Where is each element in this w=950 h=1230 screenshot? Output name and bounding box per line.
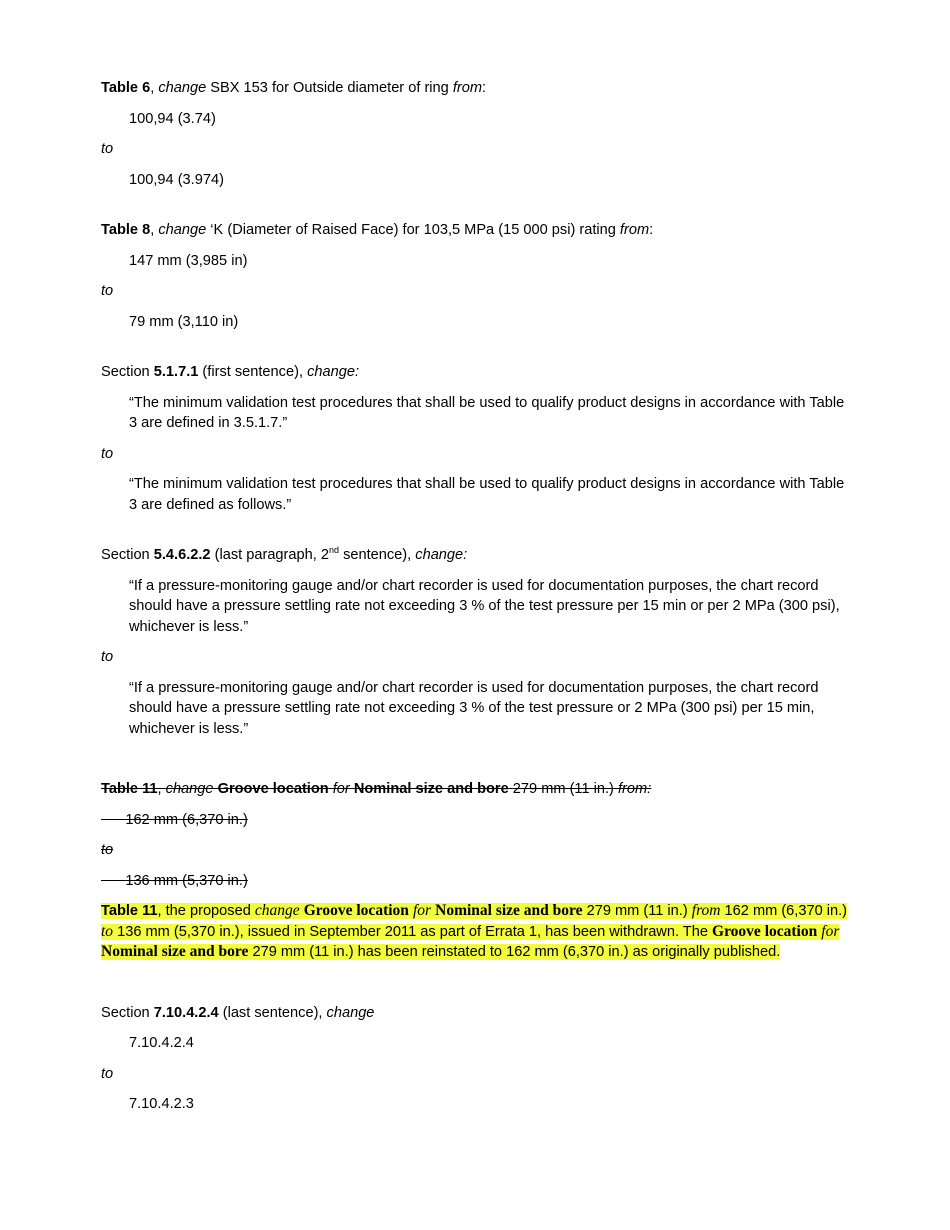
section-54622-new-text: “If a pressure-monitoring gauge and/or chart recorder is used for documentation purposes, the chart record should have a pressure settling rate not exceeding 3 % of the test pressure or 2 MPa (300 psi) per 15 min, whichever is less.” (129, 679, 819, 737)
colon: : (482, 80, 487, 96)
size-value: 279 mm (11 in.) (512, 781, 614, 797)
section-5171-heading (101, 362, 853, 383)
to-label (101, 647, 853, 668)
to-label (101, 444, 853, 465)
change-label: change (165, 781, 214, 797)
for-label: for (412, 902, 432, 919)
groove-location-label: Groove location (303, 902, 409, 919)
to-text: to (101, 283, 114, 299)
table6-heading (101, 78, 853, 99)
change-label: change (326, 1004, 375, 1021)
ordinal-suffix: nd (329, 545, 340, 555)
section-desc: (last sentence), (218, 1004, 327, 1021)
table8-heading (101, 220, 853, 241)
table8-ref: Table 8 (101, 222, 151, 238)
to-label (101, 840, 853, 861)
table6-ref: Table 6 (101, 80, 151, 96)
section-710424-old-value: 7.10.4.2.4 (129, 1035, 194, 1051)
to-text: to (101, 649, 114, 665)
table11-struck-old-value (101, 810, 853, 831)
old-value: 162 mm (6,370 in.) (125, 811, 248, 828)
change-label: change (254, 902, 300, 919)
section-710424-new-value: 7.10.4.2.3 (129, 1096, 194, 1112)
table6-new-value: 100,94 (3.974) (129, 171, 224, 188)
section-54622-heading (101, 545, 853, 566)
to-label (101, 281, 853, 302)
colon: : (649, 222, 654, 238)
for-label: for (332, 781, 350, 797)
comma: , (150, 222, 155, 238)
old-value: 162 mm (6,370 in.) (724, 903, 848, 919)
strike-lead (101, 873, 125, 889)
table11-struck-heading (101, 779, 853, 800)
nominal-size-label: Nominal size and bore (353, 781, 509, 797)
change-label: change (158, 80, 207, 96)
note-text: , the proposed (157, 903, 255, 919)
new-value: 136 mm (5,370 in.) (125, 872, 248, 889)
change-label: change: (307, 364, 359, 380)
section-prefix: Section (101, 364, 154, 380)
from-label: from (691, 902, 721, 919)
section-prefix: Section (101, 1004, 154, 1021)
table11-ref: Table 11 (101, 903, 158, 919)
table8-new-value: 79 mm (3,110 in) (129, 313, 239, 330)
comma: , (157, 781, 162, 797)
section-desc: sentence), (339, 547, 416, 563)
to-text: to (101, 842, 114, 858)
note-text: 279 mm (11 in.) has been reinstated to 162 mm (6,370 in.) as originally published. (252, 944, 781, 960)
groove-location-label: Groove location (217, 781, 329, 797)
to-text: to (101, 141, 114, 157)
to-text: to (101, 445, 114, 462)
groove-location-label: Groove location (712, 922, 818, 940)
to-text: to (101, 1065, 114, 1082)
nominal-size-label: Nominal size and bore (435, 902, 583, 919)
for-label: for (821, 922, 840, 940)
from-label: from: (617, 781, 652, 797)
table11-withdrawal-note (101, 901, 853, 963)
section-desc: (first sentence), (198, 364, 308, 380)
nominal-size-label: Nominal size and bore (101, 943, 249, 960)
strike-lead (101, 812, 125, 828)
table8-old-value: 147 mm (3,985 in) (129, 252, 248, 269)
section-710424-heading (101, 1003, 853, 1024)
section-ref: 5.1.7.1 (153, 364, 199, 380)
change-label: change (158, 222, 207, 238)
section-desc: (last paragraph, 2 (210, 547, 329, 563)
from-label: from (619, 222, 650, 238)
table6-old-value: 100,94 (3.74) (129, 110, 216, 127)
section-ref: 7.10.4.2.4 (153, 1004, 219, 1021)
table11-ref: Table 11 (101, 781, 158, 797)
section-5171-new-text: “The minimum validation test procedures that shall be used to qualify product designs in accordance with Table 3 are defined as follows.” (129, 476, 845, 513)
size-value: 279 mm (11 in.) (586, 903, 688, 919)
change-label: change: (415, 547, 468, 563)
errata-document (101, 78, 853, 1115)
table8-desc: ‘K (Diameter of Raised Face) for 103,5 MPa (15 000 psi) rating (210, 222, 616, 238)
to-label (101, 1064, 853, 1085)
to-label: to (101, 922, 114, 940)
section-54622-old-text: “If a pressure-monitoring gauge and/or chart recorder is used for documentation purposes, the chart record should have a pressure settling rate not exceeding 3 % of the test pressure per 15 min or per 2 MPa (300 psi), whichever is less.” (129, 577, 840, 635)
section-ref: 5.4.6.2.2 (153, 547, 211, 563)
table11-struck-new-value (101, 871, 853, 892)
table6-desc: SBX 153 for Outside diameter of ring (210, 80, 449, 96)
from-label: from (452, 80, 483, 96)
to-label (101, 139, 853, 160)
note-text: 136 mm (5,370 in.), issued in September 2011 as part of Errata 1, has been withdrawn. The (117, 923, 708, 940)
section-5171-old-text: “The minimum validation test procedures that shall be used to qualify product designs in accordance with Table 3 are defined in 3.5.1.7.” (129, 394, 845, 431)
section-prefix: Section (101, 547, 154, 563)
comma: , (150, 80, 155, 96)
